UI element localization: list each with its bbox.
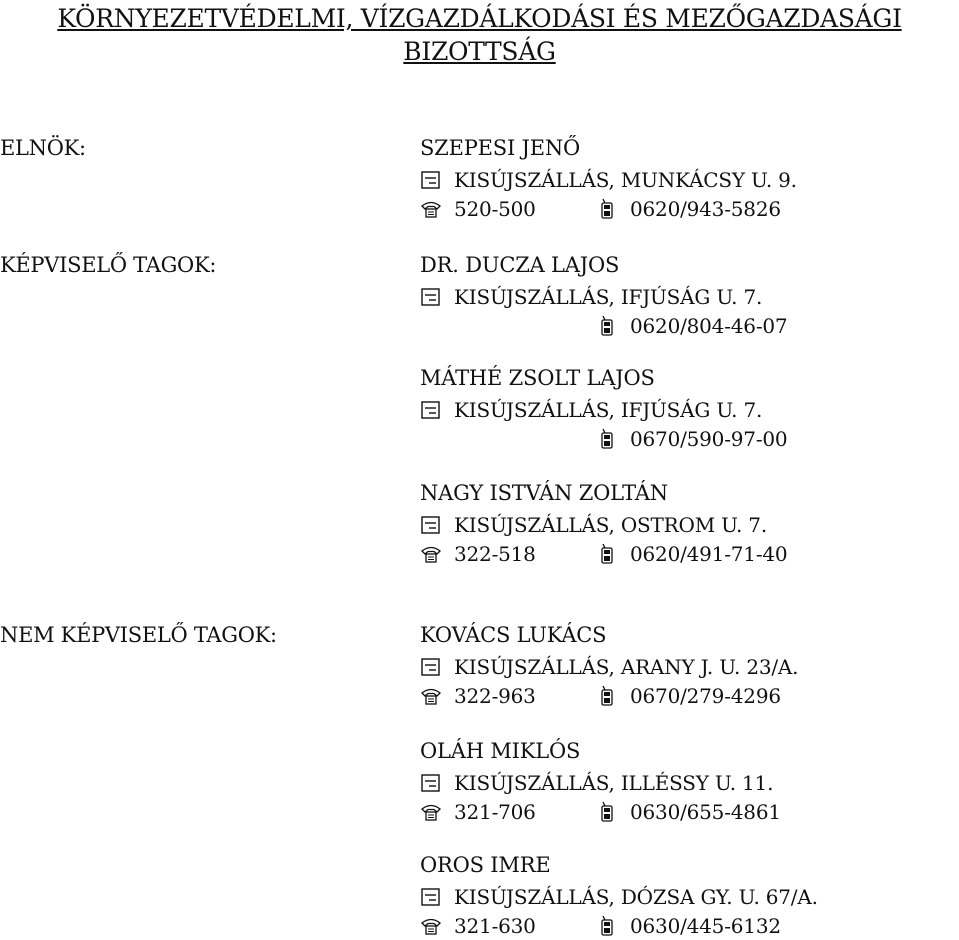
- address-row: [420, 395, 940, 424]
- contact-row: [420, 424, 940, 453]
- address-text: KISÚJSZÁLLÁS, DÓZSA GY. U. 67/A.: [454, 884, 818, 909]
- mobile-number: 0620/491-71-40: [630, 541, 788, 566]
- mobile-phone-icon: [598, 915, 616, 937]
- mobile-phone-icon: [598, 315, 616, 337]
- committee-title: [0, 2, 959, 68]
- address-text: KISÚJSZÁLLÁS, ILLÉSSY U. 11.: [454, 770, 774, 795]
- address-card-icon: [420, 514, 442, 536]
- address-card-icon: [420, 886, 442, 908]
- member-chair: [420, 136, 940, 223]
- non-rep-members-label: NEM KÉPVISELŐ TAGOK:: [0, 623, 277, 647]
- member-name: SZEPESI JENŐ: [420, 136, 581, 160]
- telephone-icon: [420, 915, 442, 937]
- contact-row: [420, 539, 940, 568]
- address-card-icon: [420, 399, 442, 421]
- member-kovacs-lukacs: [420, 623, 940, 710]
- member-oros-imre: [420, 853, 940, 940]
- address-text: KISÚJSZÁLLÁS, IFJÚSÁG U. 7.: [454, 284, 763, 309]
- phone-number: 321-630: [454, 913, 536, 938]
- title-line-1: KÖRNYEZETVÉDELMI, VÍZGAZDÁLKODÁSI ÉS MEZŐGAZDASÁGI: [57, 4, 902, 33]
- rep-members-label: KÉPVISELŐ TAGOK:: [0, 253, 217, 277]
- contact-row: [420, 797, 940, 826]
- mobile-phone-icon: [598, 685, 616, 707]
- telephone-icon: [420, 801, 442, 823]
- address-row: [420, 165, 940, 194]
- phone-number: 520-500: [454, 196, 536, 221]
- member-mathe-zsolt-lajos: [420, 366, 940, 453]
- phone-number: 322-963: [454, 683, 536, 708]
- mobile-number: 0630/445-6132: [630, 913, 781, 938]
- telephone-icon: [420, 685, 442, 707]
- contact-row: [420, 311, 940, 340]
- member-name: KOVÁCS LUKÁCS: [420, 623, 607, 647]
- telephone-icon: [420, 198, 442, 220]
- member-ducza-lajos: [420, 253, 940, 340]
- address-row: [420, 652, 940, 681]
- title-line-2: BIZOTTSÁG: [403, 37, 556, 66]
- member-name: OLÁH MIKLÓS: [420, 739, 581, 763]
- address-row: [420, 282, 940, 311]
- address-card-icon: [420, 169, 442, 191]
- mobile-number: 0630/655-4861: [630, 799, 781, 824]
- address-text: KISÚJSZÁLLÁS, OSTROM U. 7.: [454, 512, 767, 537]
- contact-row: [420, 194, 940, 223]
- member-name: MÁTHÉ ZSOLT LAJOS: [420, 366, 655, 390]
- address-card-icon: [420, 286, 442, 308]
- member-olah-miklos: [420, 739, 940, 826]
- member-name: OROS IMRE: [420, 853, 551, 877]
- mobile-phone-icon: [598, 801, 616, 823]
- phone-number: 321-706: [454, 799, 536, 824]
- contact-row: [420, 681, 940, 710]
- mobile-phone-icon: [598, 198, 616, 220]
- address-row: [420, 882, 940, 911]
- mobile-number: 0620/804-46-07: [630, 313, 788, 338]
- address-card-icon: [420, 772, 442, 794]
- mobile-number: 0620/943-5826: [630, 196, 781, 221]
- address-card-icon: [420, 656, 442, 678]
- mobile-phone-icon: [598, 428, 616, 450]
- address-row: [420, 768, 940, 797]
- mobile-number: 0670/590-97-00: [630, 426, 788, 451]
- address-row: [420, 510, 940, 539]
- telephone-icon: [420, 543, 442, 565]
- address-text: KISÚJSZÁLLÁS, ARANY J. U. 23/A.: [454, 654, 799, 679]
- mobile-number: 0670/279-4296: [630, 683, 781, 708]
- member-name: NAGY ISTVÁN ZOLTÁN: [420, 481, 668, 505]
- contact-row: [420, 911, 940, 940]
- mobile-phone-icon: [598, 543, 616, 565]
- chair-label: ELNÖK:: [0, 136, 86, 160]
- address-text: KISÚJSZÁLLÁS, MUNKÁCSY U. 9.: [454, 167, 797, 192]
- member-nagy-istvan-zoltan: [420, 481, 940, 568]
- member-name: DR. DUCZA LAJOS: [420, 253, 620, 277]
- phone-number: 322-518: [454, 541, 536, 566]
- address-text: KISÚJSZÁLLÁS, IFJÚSÁG U. 7.: [454, 397, 763, 422]
